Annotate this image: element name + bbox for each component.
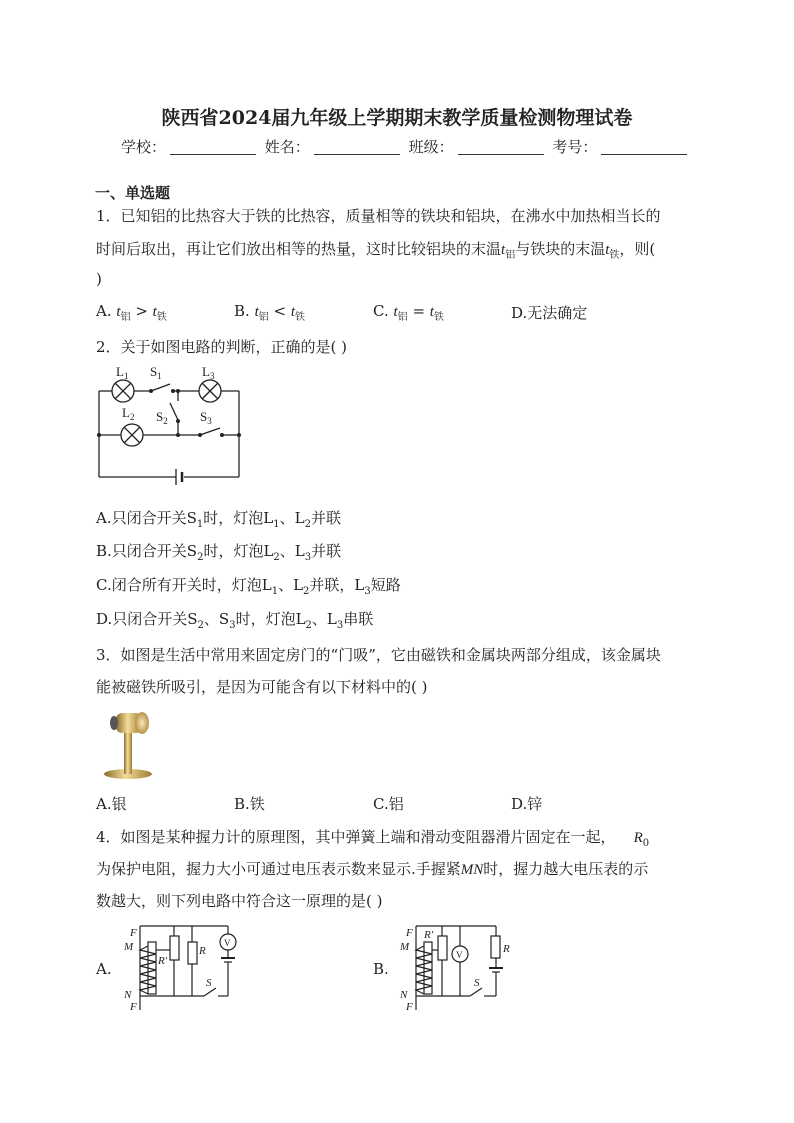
page-title: 陕西省2024届九年级上学期期末教学质量检测物理试卷	[161, 107, 633, 129]
q1-option-c[interactable]: C. $t_铝 = t_铁$	[373, 302, 444, 323]
svg-text:N: N	[400, 989, 408, 1001]
q1-line2: 时间后取出，再让它们放出相等的热量，这时比较铝块的末温$t_铝$与铁块的末温$t_铁$，则(	[96, 240, 656, 261]
label-s3: $S_3$	[200, 409, 212, 426]
svg-text:F: F	[130, 927, 137, 939]
q2-option-d[interactable]: D.只闭合开关$S_2$、$S_3$时，灯泡$L_2$、$L_3$串联	[96, 610, 374, 631]
q3-option-b[interactable]: B.铁	[234, 795, 265, 813]
svg-text:R: R	[503, 943, 510, 955]
label-s2: $S_2$	[156, 409, 168, 426]
q2-option-b[interactable]: B.只闭合开关$S_2$时，灯泡$L_2$、$L_3$并联	[96, 542, 342, 563]
q3-line2: 能被磁铁所吸引，是因为可能含有以下材料中的( )	[96, 678, 428, 696]
q1-line3: )	[96, 270, 102, 288]
q1-option-b[interactable]: B. $t_铝 < t_铁$	[234, 302, 306, 323]
student-info-line	[121, 136, 691, 157]
label-l2: $L_2$	[122, 405, 135, 422]
section-heading: 一、单选题	[95, 184, 171, 202]
door-stop-image	[98, 703, 158, 781]
class-label: 班级：	[408, 138, 454, 156]
q1-line1: 1．已知铝的比热容大于铁的比热容，质量相等的铁块和铝块，在沸水中加热相当长的	[96, 207, 661, 225]
svg-text:R: R	[199, 945, 206, 957]
q3-line1: 3．如图是生活中常用来固定房门的“门吸”，它由磁铁和金属块两部分组成，该金属块	[96, 646, 661, 664]
q4-option-a[interactable]: A.	[96, 960, 112, 978]
q2-option-a[interactable]: A.只闭合开关$S_1$时，灯泡$L_1$、$L_2$并联	[96, 509, 341, 530]
name-label: 姓名：	[264, 138, 310, 156]
q4-line2: 为保护电阻，握力大小可通过电压表示数来显示.手握紧MN时，握力越大电压表的示	[96, 860, 649, 878]
q3-option-c[interactable]: C.铝	[373, 795, 404, 813]
svg-text:F: F	[130, 1001, 137, 1013]
q2-circuit-diagram	[96, 360, 246, 495]
name-blank[interactable]	[314, 140, 400, 155]
class-blank[interactable]	[458, 140, 544, 155]
school-blank[interactable]	[170, 140, 256, 155]
label-l1: $L_1$	[116, 364, 129, 381]
number-label: 考号：	[552, 138, 598, 156]
school-label: 学校：	[121, 138, 167, 156]
q4-circuit-a	[118, 922, 243, 1014]
svg-text:M: M	[400, 941, 410, 953]
svg-text:N: N	[124, 989, 132, 1001]
number-blank[interactable]	[601, 140, 687, 155]
q4-line1: 4．如图是某种握力计的原理图，其中弹簧上端和滑动变阻器滑片固定在一起， $R_0$	[96, 828, 650, 849]
svg-text:F: F	[406, 927, 413, 939]
svg-text:F: F	[406, 1001, 413, 1013]
q2-option-c[interactable]: C.闭合所有开关时，灯泡$L_1$、$L_2$并联，$L_3$短路	[96, 576, 401, 597]
q1-option-a[interactable]: A. $t_铝 > t_铁$	[96, 302, 167, 323]
label-l3: $L_3$	[202, 364, 215, 381]
q2-stem: 2．关于如图电路的判断，正确的是( )	[96, 338, 348, 356]
label-s1: $S_1$	[150, 364, 162, 381]
svg-text:M: M	[124, 941, 134, 953]
svg-text:S: S	[206, 977, 212, 989]
q4-option-b[interactable]: B.	[373, 960, 389, 978]
svg-text:V: V	[456, 950, 463, 960]
svg-text:S: S	[474, 977, 480, 989]
q1-option-d[interactable]: D.无法确定	[511, 304, 588, 322]
svg-text:R′: R′	[424, 929, 434, 941]
svg-text:V: V	[224, 938, 231, 948]
svg-text:R′: R′	[158, 955, 168, 967]
q4-line3: 数越大，则下列电路中符合这一原理的是( )	[96, 892, 383, 910]
q4-circuit-b	[394, 922, 519, 1014]
q3-option-a[interactable]: A.银	[96, 795, 127, 813]
q3-option-d[interactable]: D.锌	[511, 795, 543, 813]
